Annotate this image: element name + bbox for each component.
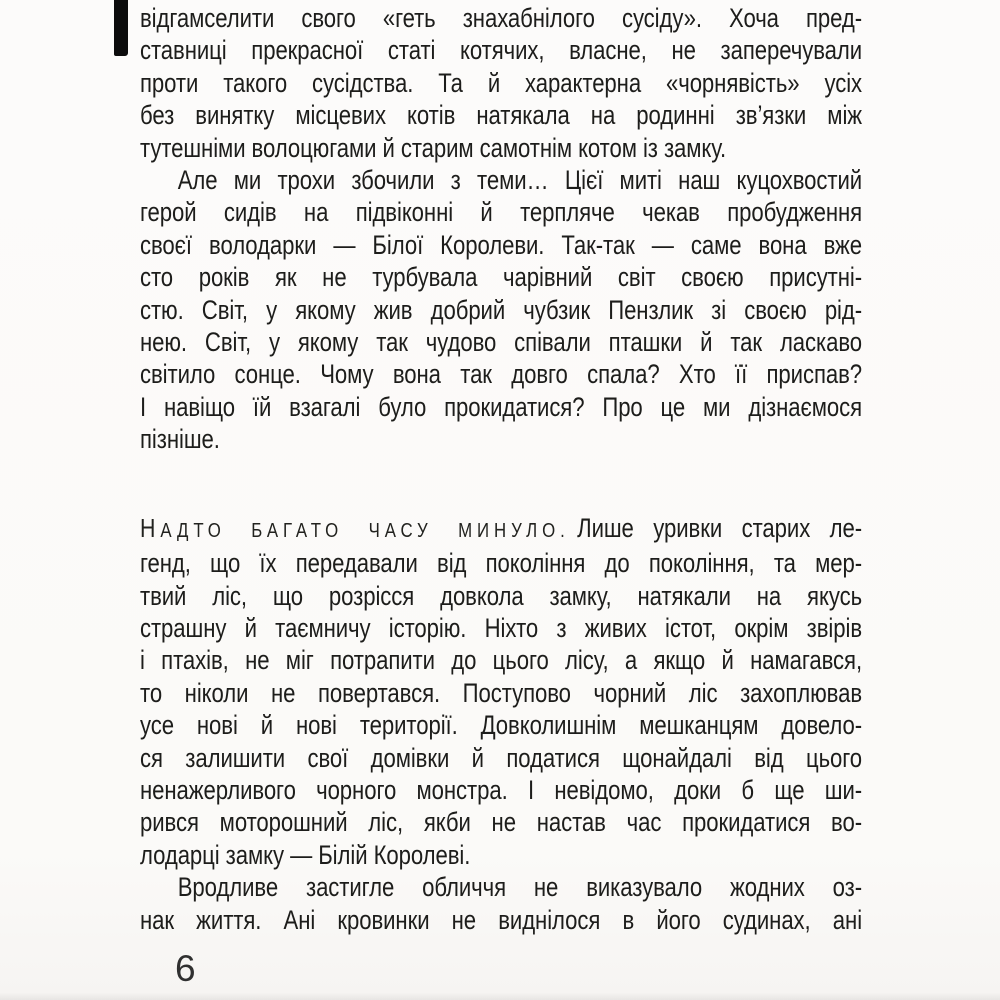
paragraph-4 — [140, 871, 862, 936]
text-line: нею. Світ, у якому так чудово співали пташки й так ласкаво — [140, 327, 863, 358]
paragraph-3-section-start — [140, 512, 862, 871]
text-line: ставниці прекрасної статі котячих, власне, не заперечували — [140, 35, 863, 66]
text-line: Вродливе застигле обличчя не виказувало жодних оз- — [177, 872, 863, 903]
text-line: своєї володарки — Білої Королеви. Так-так — саме вона вже — [140, 229, 863, 260]
text-line: ся залишити свої домівки й податися щонайдалі від цього — [140, 742, 863, 773]
section-lead-smallcaps — [140, 513, 570, 543]
text-line: і птахів, не міг потрапити до цього лісу, а якщо й намагався, — [140, 645, 863, 676]
text-line: тутешніми волоцюгами й старим самотнім котом із замку. — [140, 132, 727, 163]
text-line: твий ліс, що розрісся довкола замку, натякали на якусь — [140, 580, 863, 611]
section-lead-initial: Н — [140, 512, 161, 543]
paragraph-1 — [140, 2, 862, 164]
text-line: пізніше. — [140, 424, 220, 455]
page-number: 6 — [175, 948, 196, 989]
text-line: герой сидів на підвіконні й терпляче чекав пробудження — [140, 197, 863, 228]
text-line: стю. Світ, у якому жив добрий чубзик Пензлик зі своєю рід- — [140, 294, 863, 325]
bookmark-edge-mark — [114, 0, 128, 56]
text-line: страшну й таємничу історію. Ніхто з живих істот, окрім звірів — [140, 612, 863, 643]
text-line: світило сонце. Чому вона так довго спала? Хто її приспав? — [140, 359, 863, 390]
text-column — [140, 2, 862, 936]
text-line: то ніколи не повертався. Поступово чорний ліс захоплював — [140, 677, 863, 708]
section-opening-continuation: Лише уривки старих ле- — [577, 512, 863, 543]
text-line: усе нові й нові території. Довколишнім мешканцям довело- — [140, 710, 863, 741]
text-line: І навіщо їй взагалі було прокидатися? Про це ми дізнаємося — [140, 391, 863, 422]
text-line: Але ми трохи збочили з теми… Цієї миті наш куцохвостий — [177, 165, 863, 196]
text-line: лодарці замку — Білій Королеві. — [140, 839, 471, 870]
text-line: рився моторошний ліс, якби не настав час прокидатися во- — [140, 807, 863, 838]
text-line: без винятку місцевих котів натякала на родинні зв’язки між — [140, 100, 863, 131]
text-line: ненажерливого чорного монстра. І невідомо, доки б ще ши- — [140, 774, 863, 805]
section-opening-line — [140, 512, 862, 547]
section-lead-caps: АДТО БАГАТО ЧАСУ МИНУЛО. — [160, 518, 570, 542]
text-line: генд, що їх передавали від покоління до покоління, та мер- — [140, 548, 863, 579]
text-line: відгамселити свого «геть знахабнілого сусіду». Хоча пред- — [140, 3, 863, 33]
text-line: нак життя. Ані кровинки не виднілося в його судинах, ані — [140, 904, 863, 935]
paragraph-2 — [140, 164, 862, 456]
text-line: проти такого сусідства. Та й характерна «чорнявість» усіх — [140, 67, 863, 98]
text-line: сто років як не турбувала чарівний світ своєю присутні- — [140, 262, 863, 293]
